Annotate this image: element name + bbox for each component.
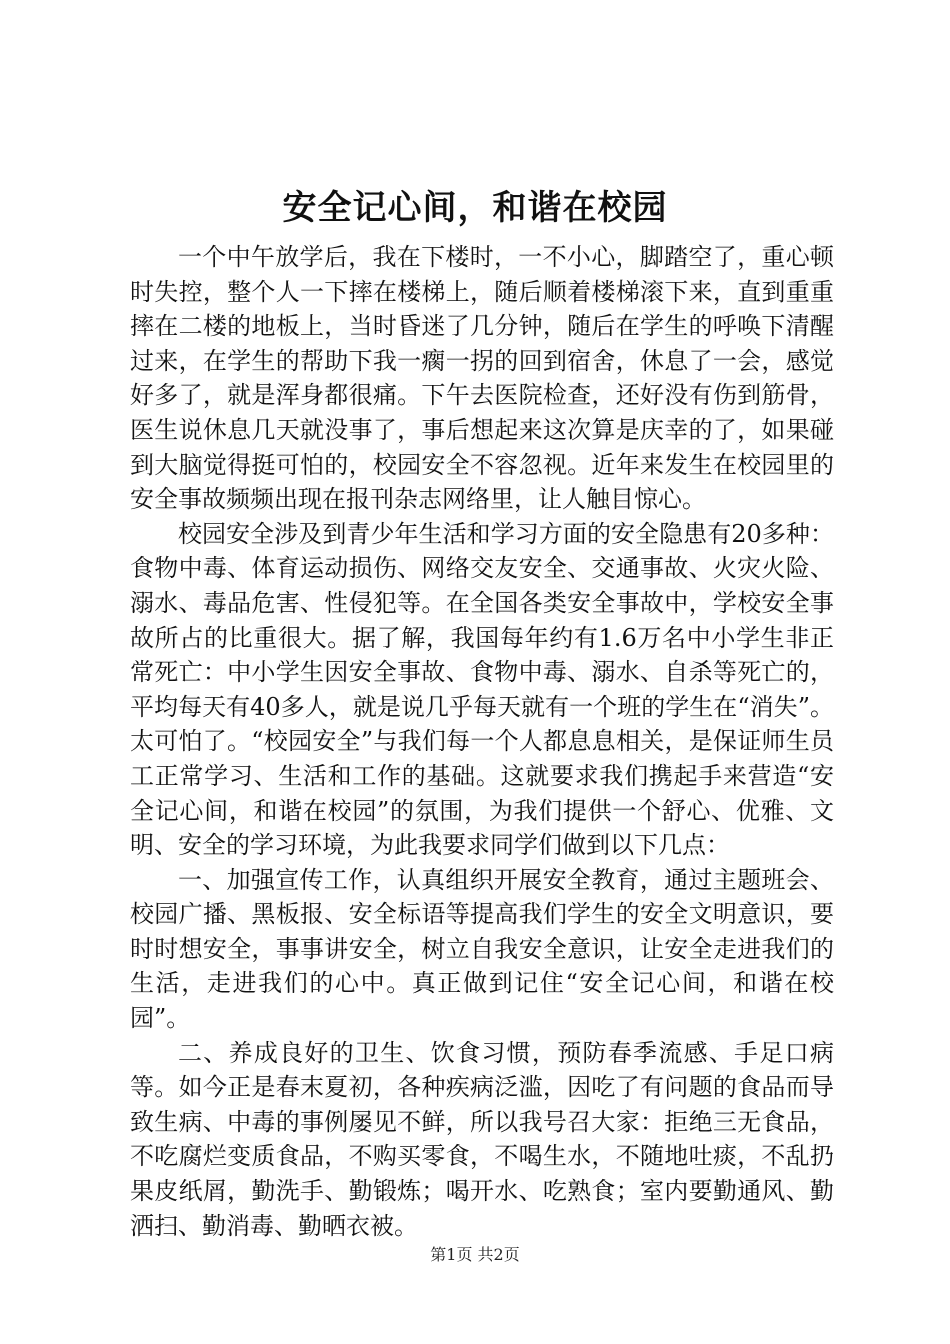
document-title: 安全记心间，和谐在校园 [282,188,668,228]
paragraph-3: 一、加强宣传工作，认真组织开展安全教育，通过主题班会、校园广播、黑板报、安全标语等提高我们学生的安全文明意识，要时时想安全，事事讲安全，树立自我安全意识，让安全走进我们的生活，走进我们的心中。真正做到记住“安全记心间，和谐在校园”。 [130,865,834,1033]
paragraph-2: 校园安全涉及到青少年生活和学习方面的安全隐患有20多种：食物中毒、体育运动损伤、网络交友安全、交通事故、火灾火险、溺水、毒品危害、性侵犯等。在全国各类安全事故中，学校安全事故所占的比重很大。据了解，我国每年约有1.6万名中小学生非正常死亡：中小学生因安全事故、食物中毒、溺水、自杀等死亡的，平均每天有40多人，就是说几乎每天就有一个班的学生在“消失”。太可怕了。“校园安全”与我们每一个人都息息相关，是保证师生员工正常学习、生活和工作的基础。这就要求我们携起手来营造“安全记心间，和谐在校园”的氛围，为我们提供一个舒心、优雅、文明、安全的学习环境，为此我要求同学们做到以下几点： [130,519,834,860]
document-body [130,240,834,1243]
paragraph-1: 一个中午放学后，我在下楼时，一不小心，脚踏空了，重心顿时失控，整个人一下摔在楼梯上，随后顺着楼梯滚下来，直到重重摔在二楼的地板上，当时昏迷了几分钟，随后在学生的呼唤下清醒过来，在学生的帮助下我一瘸一拐的回到宿舍，休息了一会，感觉好多了，就是浑身都很痛。下午去医院检查，还好没有伤到筋骨，医生说休息几天就没事了，事后想起来这次算是庆幸的了，如果碰到大脑觉得挺可怕的，校园安全不容忽视。近年来发生在校园里的安全事故频频出现在报刊杂志网络里，让人触目惊心。 [130,243,834,514]
page-number-footer: 第1页 共2页 [430,1245,520,1264]
paragraph-4: 二、养成良好的卫生、饮食习惯，预防春季流感、手足口病等。如今正是春末夏初，各种疾病泛滥，因吃了有问题的食品而导致生病、中毒的事例屡见不鲜，所以我号召大家：拒绝三无食品，不吃腐烂变质食品，不购买零食，不喝生水，不随地吐痰，不乱扔果皮纸屑，勤洗手、勤锻炼；喝开水、吃熟食；室内要勤通风、勤洒扫、勤消毒、勤晒衣被。 [130,1038,834,1240]
